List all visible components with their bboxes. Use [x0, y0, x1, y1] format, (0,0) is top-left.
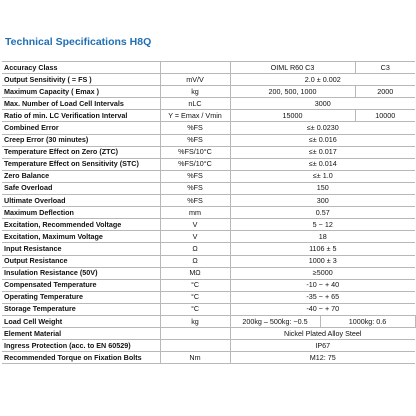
- param-unit: [160, 328, 230, 340]
- param-value: ≤± 0.017: [230, 146, 415, 158]
- param-value: 200, 500, 1000: [230, 86, 355, 98]
- spec-row: [2, 340, 415, 352]
- param-name: Ultimate Overload: [2, 195, 160, 207]
- spec-table: [2, 61, 415, 364]
- param-value: M12: 75: [230, 352, 415, 364]
- spec-row: [2, 291, 415, 303]
- spec-row: [2, 134, 415, 146]
- spec-row: [2, 207, 415, 219]
- param-unit: V: [160, 219, 230, 231]
- param-value: 300: [230, 195, 415, 207]
- param-value: OIML R60 C3: [230, 62, 355, 74]
- param-unit: V: [160, 231, 230, 243]
- spec-row: [2, 328, 415, 340]
- param-unit: °C: [160, 303, 230, 315]
- param-name: Compensated Temperature: [2, 279, 160, 291]
- param-value: ≤± 0.0230: [230, 122, 415, 134]
- param-value: Nickel Plated Alloy Steel: [230, 328, 415, 340]
- param-unit: %FS: [160, 195, 230, 207]
- param-name: Input Resistance: [2, 243, 160, 255]
- spec-row: [2, 231, 415, 243]
- param-unit: %FS: [160, 134, 230, 146]
- param-unit: mV/V: [160, 74, 230, 86]
- param-name: Safe Overload: [2, 182, 160, 194]
- param-unit: %FS: [160, 182, 230, 194]
- spec-row: [2, 146, 415, 158]
- param-unit: mm: [160, 207, 230, 219]
- spec-row: [2, 182, 415, 194]
- spec-row: [2, 122, 415, 134]
- param-unit: Ω: [160, 255, 230, 267]
- param-name: Temperature Effect on Zero (ZTC): [2, 146, 160, 158]
- spec-row: [2, 86, 415, 98]
- param-name: Storage Temperature: [2, 303, 160, 315]
- param-name: Accuracy Class: [2, 62, 160, 74]
- param-unit: Y = Emax / Vmin: [160, 110, 230, 122]
- param-unit: kg: [160, 86, 230, 98]
- param-value: 15000: [230, 110, 355, 122]
- spec-row: [2, 74, 415, 86]
- param-value: -10 ~ + 40: [230, 279, 415, 291]
- param-name: Ingress Protection (acc. to EN 60529): [2, 340, 160, 352]
- param-unit: Ω: [160, 243, 230, 255]
- param-name: Excitation, Maximum Voltage: [2, 231, 160, 243]
- param-value: 3000: [230, 98, 415, 110]
- spec-row: [2, 243, 415, 255]
- param-value: ≥5000: [230, 267, 415, 279]
- spec-row: [2, 98, 415, 110]
- param-name: Ratio of min. LC Verification Interval: [2, 110, 160, 122]
- param-value: -35 ~ + 65: [230, 291, 415, 303]
- param-name: Output Resistance: [2, 255, 160, 267]
- param-unit: Nm: [160, 352, 230, 364]
- spec-row: [2, 110, 415, 122]
- param-value: 0.57: [230, 207, 415, 219]
- param-value: 10000: [355, 110, 415, 122]
- param-unit: [160, 62, 230, 74]
- param-value: IP67: [230, 340, 415, 352]
- param-name: Creep Error (30 minutes): [2, 134, 160, 146]
- param-unit: °C: [160, 291, 230, 303]
- param-value: 2000: [355, 86, 415, 98]
- param-value: 200kg – 500kg: ~0.5: [230, 315, 320, 327]
- param-name: Output Sensitivity ( = FS ): [2, 74, 160, 86]
- param-value: 1000 ± 3: [230, 255, 415, 267]
- param-value: -40 ~ + 70: [230, 303, 415, 315]
- param-name: Operating Temperature: [2, 291, 160, 303]
- param-name: Excitation, Recommended Voltage: [2, 219, 160, 231]
- spec-row: [2, 219, 415, 231]
- param-unit: °C: [160, 279, 230, 291]
- param-value: ≤± 1.0: [230, 170, 415, 182]
- param-unit: nLC: [160, 98, 230, 110]
- param-value: 2.0 ± 0.002: [230, 74, 415, 86]
- spec-row: [2, 170, 415, 182]
- spec-row: [2, 255, 415, 267]
- param-value: 18: [230, 231, 415, 243]
- param-value: C3: [355, 62, 415, 74]
- param-name: Recommended Torque on Fixation Bolts: [2, 352, 160, 364]
- param-unit: %FS: [160, 122, 230, 134]
- param-unit: %FS/10°C: [160, 146, 230, 158]
- param-name: Insulation Resistance (50V): [2, 267, 160, 279]
- param-name: Element Material: [2, 328, 160, 340]
- page-title: Technical Specifications H8Q: [5, 36, 152, 48]
- param-value: 5 ~ 12: [230, 219, 415, 231]
- param-name: Maximum Capacity ( Emax ): [2, 86, 160, 98]
- spec-row: [2, 195, 415, 207]
- param-unit: kg: [160, 315, 230, 327]
- param-name: Zero Balance: [2, 170, 160, 182]
- param-unit: MΩ: [160, 267, 230, 279]
- spec-row: [2, 303, 415, 315]
- param-unit: %FS/10°C: [160, 158, 230, 170]
- spec-row: [2, 267, 415, 279]
- spec-row: [2, 158, 415, 170]
- spec-row: [2, 62, 415, 74]
- param-value: ≤± 0.014: [230, 158, 415, 170]
- param-value: ≤± 0.016: [230, 134, 415, 146]
- param-name: Maximum Deflection: [2, 207, 160, 219]
- param-value: 1106 ± 5: [230, 243, 415, 255]
- spec-row: [2, 279, 415, 291]
- param-unit: %FS: [160, 170, 230, 182]
- spec-row: [2, 352, 415, 364]
- param-value: 150: [230, 182, 415, 194]
- param-unit: [160, 340, 230, 352]
- param-name: Combined Error: [2, 122, 160, 134]
- param-name: Temperature Effect on Sensitivity (STC): [2, 158, 160, 170]
- param-name: Load Cell Weight: [2, 315, 160, 327]
- spec-row: [2, 315, 415, 327]
- param-name: Max. Number of Load Cell Intervals: [2, 98, 160, 110]
- param-value: 1000kg: 0.6: [320, 315, 415, 327]
